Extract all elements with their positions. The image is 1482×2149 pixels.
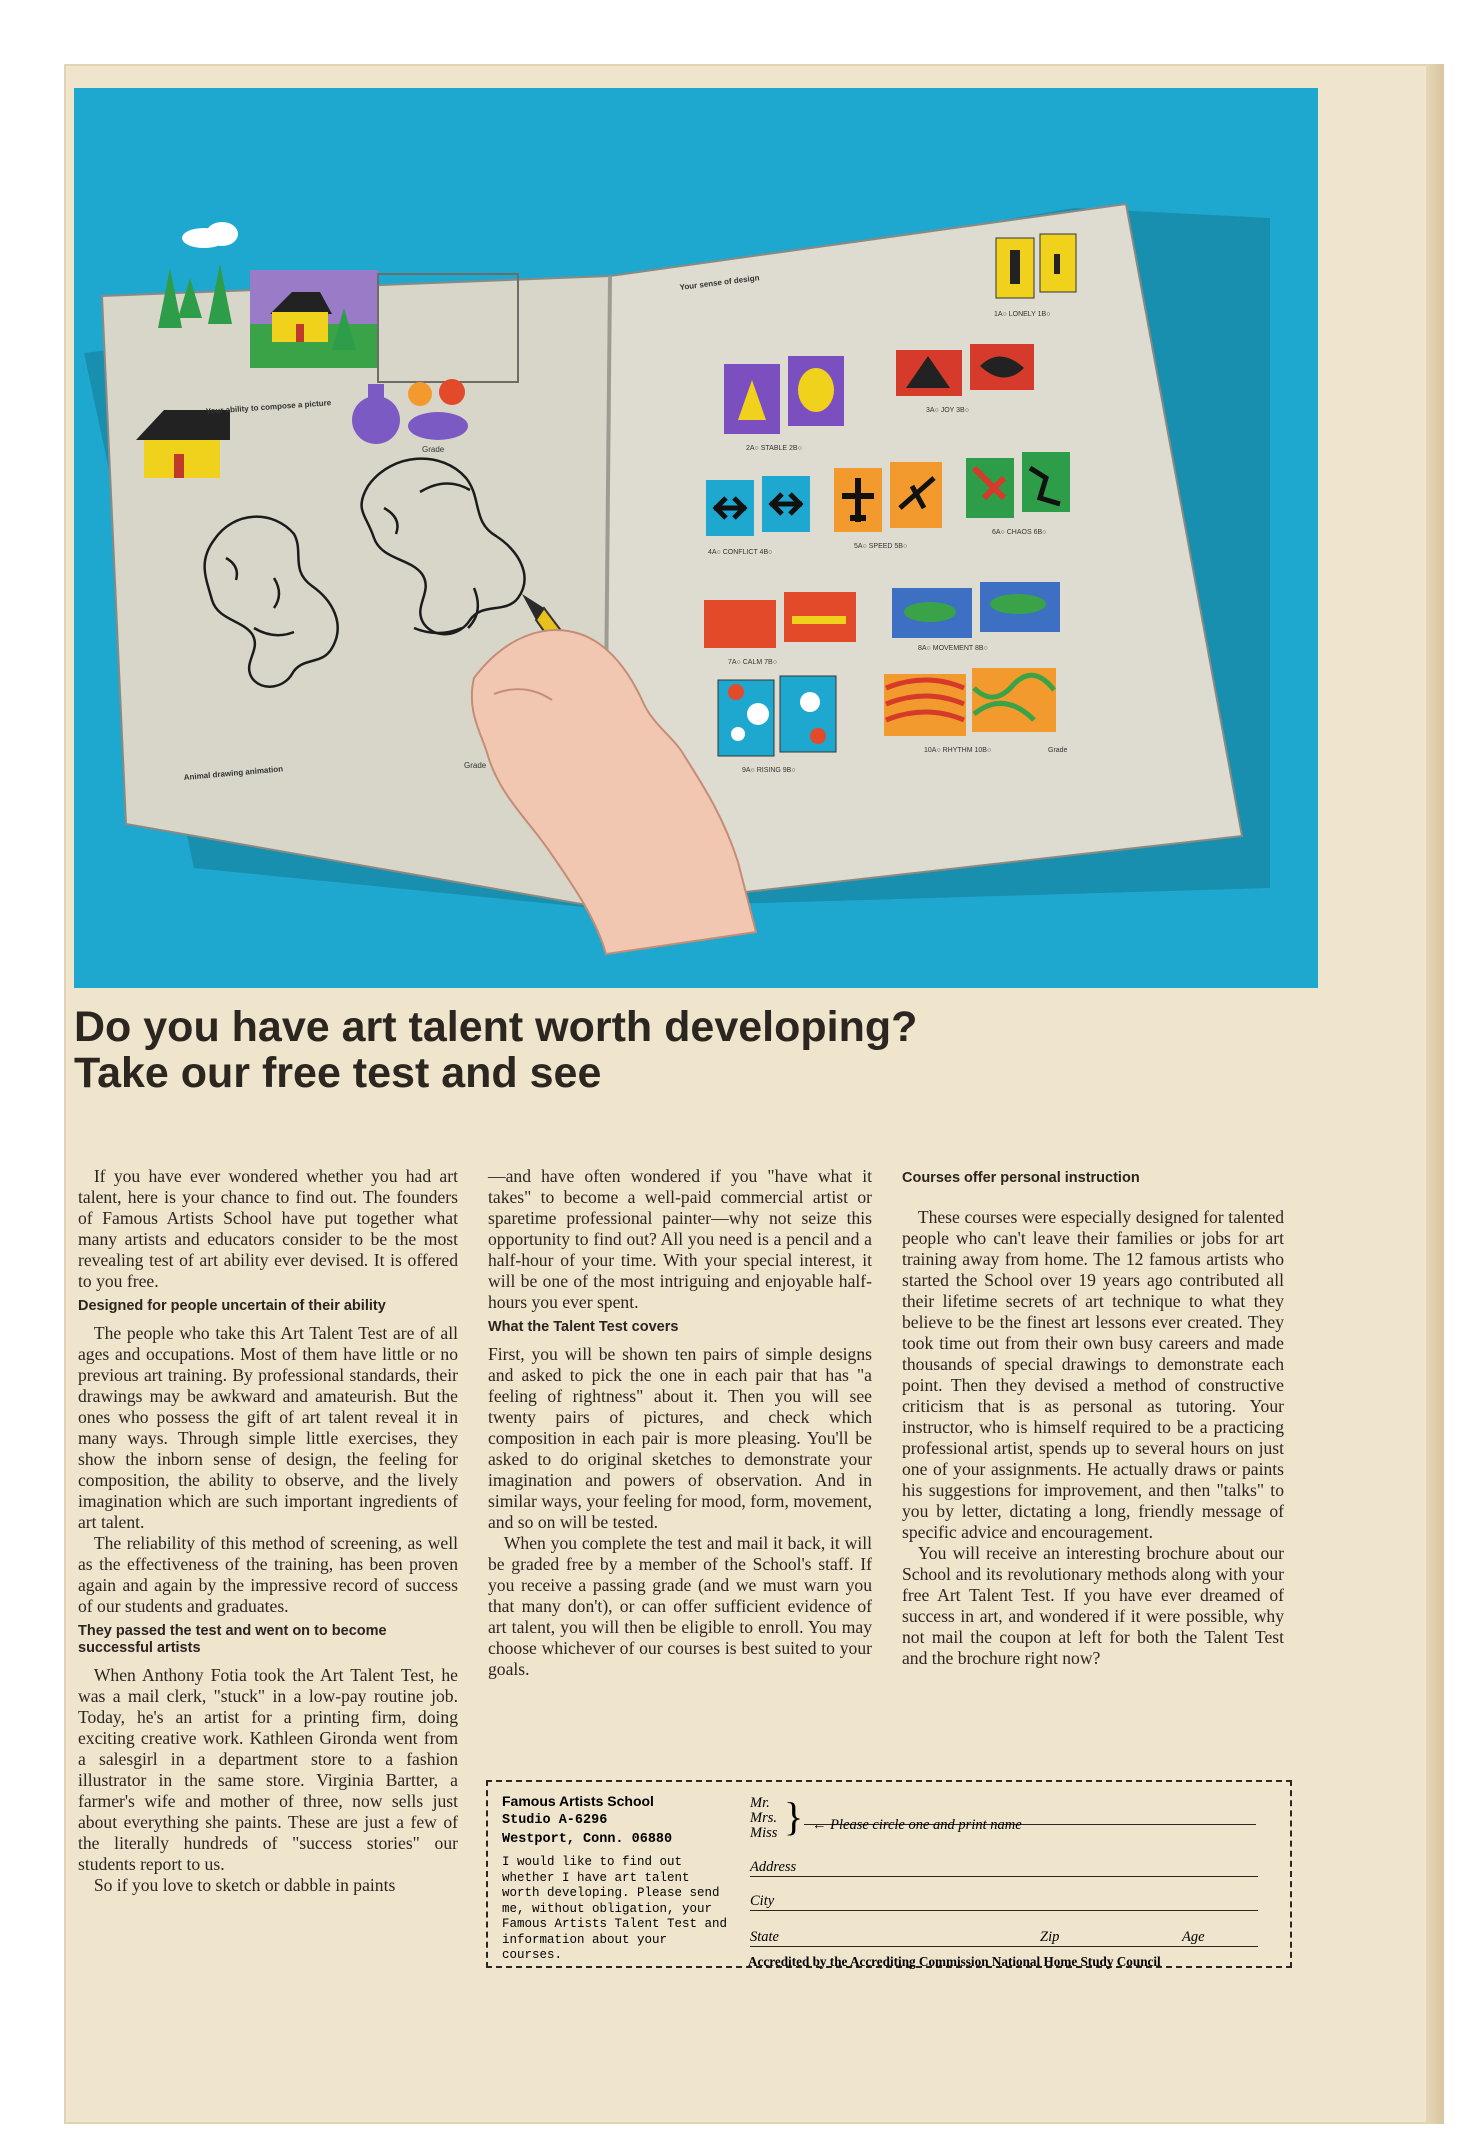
subhead-passed-the-test: They passed the test and went on to become successful artists	[78, 1623, 387, 1656]
left-grade-1: Grade	[422, 445, 445, 454]
svg-text:10A○ RHYTHM 10B○: 10A○ RHYTHM 10B○	[924, 747, 992, 754]
paragraph: The reliability of this method of screening, as well as the effectiveness of the training, has been proven again and again by the impressive record of success of our students and graduates.	[78, 1533, 458, 1616]
salutation-options[interactable]	[750, 1796, 777, 1841]
text-column-3	[902, 1166, 1284, 1669]
page-edge	[1426, 64, 1444, 2124]
headline-line-1: Do you have art talent worth developing?	[74, 1003, 918, 1051]
subhead-personal-instruction: Courses offer personal instruction	[902, 1170, 1140, 1186]
address-field[interactable]	[750, 1858, 1258, 1877]
compose-title: Your ability to compose a picture	[205, 398, 332, 416]
design-title: Your sense of design	[679, 273, 760, 292]
state-zip-age-field[interactable]	[750, 1928, 1258, 1947]
ad-illustration	[74, 88, 1318, 988]
paragraph: —and have often wondered if you "have what it takes" to become a well-paid commercial artist or sparetime professional painter—why not seize this opportunity to find out? All you need is a pencil and a half-hour of your time. With your special interest, it will be one of the most intriguing and enjoyable half-hours you ever spent.	[488, 1166, 872, 1312]
paragraph: When Anthony Fotia took the Art Talent Test, he was a mail clerk, "stuck" in a low-pay routine job. Today, he's an artist for a printing firm, doing exciting creative work. Kathleen Gironda went from a salesgirl in a department store to a fashion illustrator in the same store. Virginia Bartter, a farmer's wife and mother of three, now sells just about everything she paints. These are just a few of the literally hundreds of "success stories" our students report to us.	[78, 1665, 458, 1874]
headline-line-2: Take our free test and see	[74, 1049, 602, 1097]
svg-text:3A○ JOY 3B○: 3A○ JOY 3B○	[926, 407, 969, 414]
text-column-2	[488, 1166, 872, 1680]
school-city: Westport, Conn. 06880	[502, 1832, 673, 1847]
zip-label: Zip	[1040, 1929, 1060, 1945]
svg-text:4A○ CONFLICT 4B○: 4A○ CONFLICT 4B○	[708, 549, 773, 556]
paragraph: If you have ever wondered whether you had art talent, here is your chance to find out. The founders of Famous Artists School have put together what many artists and educators consider to be the most revealing test of art ability ever devised. It is offered to you free.	[78, 1166, 458, 1291]
salutation-mrs[interactable]: Mrs.	[750, 1810, 777, 1826]
svg-text:1A○ LONELY 1B○: 1A○ LONELY 1B○	[994, 311, 1051, 318]
coupon-request-text: I would like to find out whether I have art talent worth developing. Please send me, without obligation, your Famous Artists Talent Test and information about your courses.	[502, 1855, 728, 1962]
animation-title: Animal drawing animation	[183, 764, 284, 782]
city-label: City	[750, 1893, 775, 1909]
paragraph: When you complete the test and mail it back, it will be graded free by a member of the School's staff. If you receive a passing grade (and we must warn you that many don't), or can offer sufficient evidence of art talent, you will then be eligible to enroll. You may choose whichever of our courses is best suited to your goals.	[488, 1533, 872, 1679]
svg-text:5A○ SPEED 5B○: 5A○ SPEED 5B○	[854, 543, 908, 550]
school-name: Famous Artists School	[502, 1793, 654, 1809]
paragraph: So if you love to sketch or dabble in paints	[93, 1875, 396, 1895]
salutation-miss[interactable]: Miss	[750, 1825, 778, 1841]
left-grade-2: Grade	[464, 761, 487, 770]
address-label: Address	[750, 1859, 797, 1875]
coupon-address-block	[502, 1792, 734, 1964]
svg-text:2A○ STABLE 2B○: 2A○ STABLE 2B○	[746, 445, 802, 452]
accreditation-note: Accredited by the Accrediting Commission National Home Study Council	[748, 1954, 1161, 1969]
paragraph: First, you will be shown ten pairs of simple designs and asked to pick the one in each pair that has "a feeling of rightness" about it. Then you will see twenty pairs of pictures, and check which composition in each pair is more pleasing. You'll be asked to do original sketches to demonstrate your imagination and powers of observation. And in similar ways, your feeling for mood, form, movement, and so on will be tested.	[488, 1344, 872, 1532]
open-workbook-illustration	[74, 88, 1318, 988]
state-label: State	[750, 1929, 779, 1945]
text-column-1	[78, 1166, 458, 1896]
salutation-mr[interactable]: Mr.	[750, 1795, 770, 1811]
paragraph: These courses were especially designed for talented people who can't leave their families or jobs for art training away from home. The 12 famous artists who started the School over 19 years ago contributed all their lifetime secrets of art technique to what they believe to be the finest art lessons ever created. They took time out from their own busy careers and made thousands of special drawings to demonstrate each point. Then they devised a method of constructive criticism that is as personal as tutoring. Your instructor, who is himself required to be a practicing professional artist, spends up to several hours on just one of your assignments. He actually draws or paints his suggestions for improvement, and then "talks" to you by letter, dictating a long, friendly message of specific advice and encouragement.	[902, 1207, 1284, 1542]
mail-coupon	[486, 1780, 1292, 1968]
brace: }	[784, 1794, 804, 1839]
svg-text:9A○ RISING 9B○: 9A○ RISING 9B○	[742, 767, 796, 774]
svg-text:8A○ MOVEMENT 8B○: 8A○ MOVEMENT 8B○	[918, 645, 988, 652]
svg-text:6A○ CHAOS 6B○: 6A○ CHAOS 6B○	[992, 529, 1047, 536]
subhead-designed-for-people: Designed for people uncertain of their ability	[78, 1298, 386, 1314]
age-label: Age	[1182, 1929, 1205, 1945]
subhead-what-test-covers: What the Talent Test covers	[488, 1319, 679, 1335]
city-field[interactable]	[750, 1892, 1258, 1911]
svg-text:Grade: Grade	[1048, 747, 1068, 754]
studio-number: Studio A-6296	[502, 1813, 608, 1828]
svg-text:7A○ CALM 7B○: 7A○ CALM 7B○	[728, 659, 777, 666]
paragraph: You will receive an interesting brochure about our School and its revolutionary methods along with your free Art Talent Test. If you have ever dreamed of success in art, and wondered if it were possible, why not mail the coupon at left for both the Talent Test and the brochure right now?	[902, 1543, 1284, 1668]
paragraph: The people who take this Art Talent Test are of all ages and occupations. Most of them have little or no previous art training. By professional standards, their drawings may be awkward and amateurish. But the ones who possess the gift of art talent reveal it in many ways. Through simple little exercises, they show the inborn sense of design, the feeling for composition, the ability to observe, and the lively imagination which are such important ingredients of art talent.	[78, 1323, 458, 1532]
headline	[74, 1004, 1318, 1096]
name-hint: ← Please circle one and print name	[812, 1817, 1022, 1833]
